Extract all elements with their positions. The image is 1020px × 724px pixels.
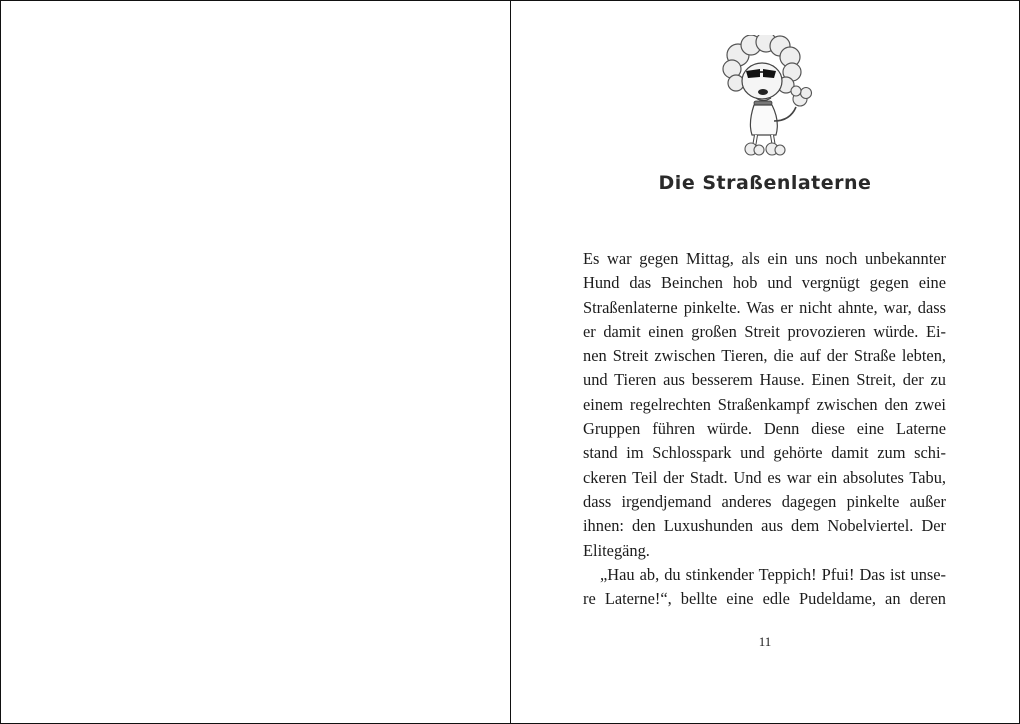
text-line: Es war gegen Mittag, als ein uns noch unbekannter: [583, 249, 946, 268]
chapter-title: Die Straßenlaterne: [658, 172, 872, 194]
poodle-with-sunglasses-icon: [716, 35, 816, 157]
text-line: Straßenlaterne pinkelte. Was er nicht ahnte, war, dass: [583, 297, 946, 317]
page-number: 11: [758, 634, 772, 649]
text-line: „Hau ab, du stinkender Teppich! Pfui! Das ist unse-: [600, 564, 946, 584]
text-line: dass irgendjemand anderes dagegen pinkelte außer: [583, 491, 946, 511]
text-line: re Laterne!“, bellte eine edle Pudeldame, an deren: [583, 589, 946, 609]
right-page: [511, 1, 1019, 723]
text-line: und Tieren aus besserem Hause. Einen Streit, der zu: [583, 370, 946, 390]
text-line: er damit einen großen Streit provozieren würde. Ei-: [583, 321, 946, 341]
text-line: einem regelrechten Straßenkampf zwischen den zwei: [583, 394, 946, 414]
text-line: Gruppen führen würde. Denn diese eine Laterne: [583, 419, 946, 439]
text-line: ckeren Teil der Stadt. Und es war ein absolutes Tabu,: [583, 467, 946, 487]
text-line: ihnen: den Luxushunden aus dem Nobelviertel. Der: [583, 516, 946, 536]
text-line: Elitegäng.: [583, 540, 650, 560]
text-line: stand im Schlosspark und gehörte damit zum schi-: [583, 443, 946, 463]
text-line: Hund das Beinchen hob und vergnügt gegen eine: [583, 273, 946, 293]
text-line: nen Streit zwischen Tieren, die auf der Straße lebten,: [583, 346, 946, 366]
left-page-blank: [1, 1, 510, 723]
chapter-body-text: [583, 247, 946, 611]
